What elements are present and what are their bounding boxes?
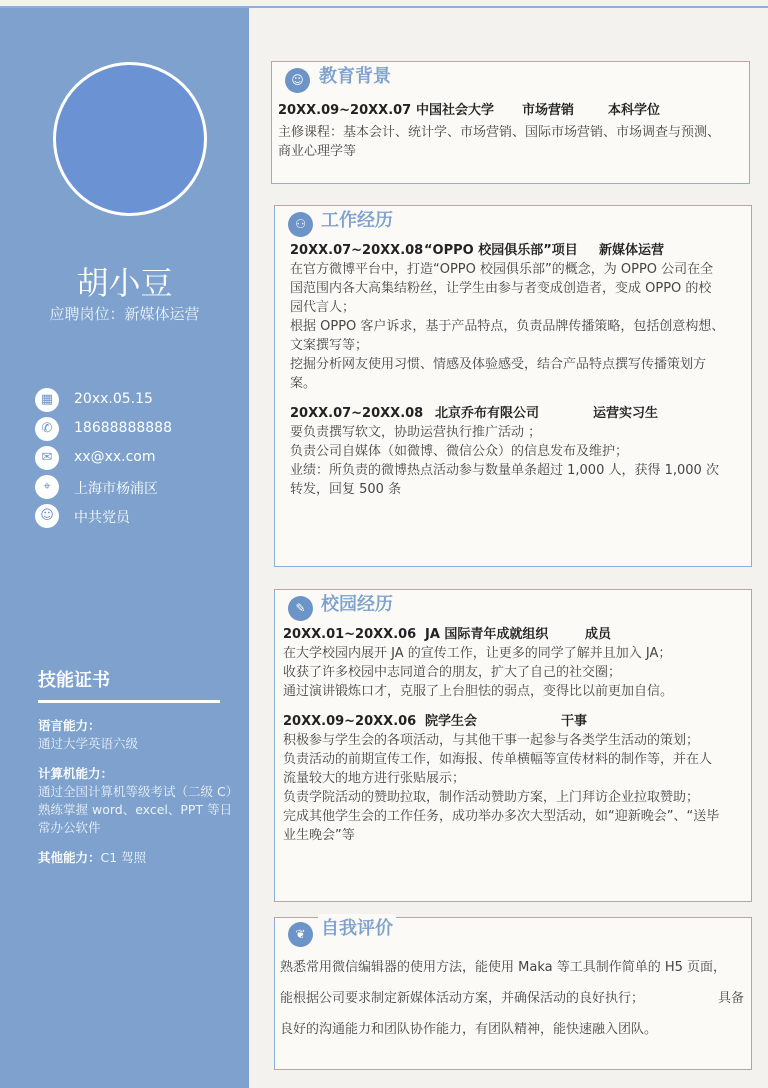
language-text: 通过大学英语六级: [38, 736, 139, 751]
skills-list: [38, 717, 243, 867]
education-header: 20XX.09~20XX.07 中国社会大学 市场营销 本科学位: [278, 103, 661, 118]
leaf-icon: ❦: [288, 922, 313, 947]
work-line: 园代言人；: [290, 300, 356, 315]
email-text: xx@xx.com: [74, 449, 156, 465]
work-line: 挖掘分析网友使用习惯、情感及体验感受，结合产品特点撰写传播策划方: [290, 357, 707, 372]
phone-icon: ✆: [35, 417, 59, 441]
team-icon: ⚇: [288, 212, 313, 237]
tag-icon: ✎: [288, 596, 313, 621]
campus-line: 流量较大的地方进行张贴展示；: [283, 771, 466, 786]
contact-list: [35, 388, 245, 533]
contact-political-status: [35, 504, 245, 533]
self-evaluation-content: [280, 958, 746, 1039]
campus-line: 收获了许多校园中志同道合的朋友，扩大了自己的社交圈；: [283, 665, 622, 680]
contact-email: [35, 446, 245, 475]
self-line: 良好的沟通能力和团队协作能力，有团队精神，能快速融入团队。: [280, 1022, 658, 1037]
self-line: 能根据公司要求制定新媒体活动方案，并确保活动的良好执行； 具备: [280, 991, 745, 1006]
location-text: 上海市杨浦区: [74, 481, 158, 497]
other-skill: [38, 849, 243, 867]
campus-line: 业生晚会”等: [283, 828, 355, 843]
person-icon: ☺: [35, 504, 59, 528]
phone-text: 18688888888: [74, 420, 172, 436]
education-content: [278, 101, 744, 161]
self-evaluation-title: 自我评价: [318, 914, 396, 940]
self-line: 熟悉常用微信编辑器的使用方法，能使用 Maka 等工具制作简单的 H5 页面，: [280, 960, 727, 975]
work-line: 国范围内各大高集结粉丝，让学生由参与者变成创造者，变成 OPPO 的校: [290, 281, 712, 296]
computer-label: 计算机能力：: [38, 766, 114, 781]
candidate-name: 胡小豆: [76, 264, 173, 302]
computer-line: 常办公软件: [38, 820, 101, 835]
work-line: 业绩：所负责的微博热点活动参与数量单条超过 1,000 人，获得 1,000 次: [290, 463, 719, 478]
campus-line: 完成其他学生会的工作任务，成功举办多次大型活动，如“迎新晚会”、“送毕: [283, 809, 720, 824]
education-line: 商业心理学等: [278, 144, 357, 159]
work-entry-header: 20XX.07~20XX.08 北京乔布有限公司 运营实习生: [290, 406, 659, 421]
contact-phone: [35, 417, 245, 446]
computer-line: 通过全国计算机等级考试（二级 C）: [38, 784, 239, 799]
campus-entry-header: 20XX.09~20XX.06 院学生会 干事: [283, 714, 588, 729]
skills-divider: [38, 700, 220, 703]
work-line: 要负责撰写软文，协助运营执行推广活动 ；: [290, 425, 542, 440]
computer-line: 熟练掌握 word、excel、PPT 等日: [38, 802, 233, 817]
education-icon: ☺: [285, 68, 310, 93]
education-title: 教育背景: [316, 62, 394, 88]
campus-content: [283, 625, 745, 845]
campus-entry-header: 20XX.01~20XX.06 JA 国际青年成就组织 成员: [283, 627, 612, 642]
birthdate-text: 20xx.05.15: [74, 391, 153, 407]
campus-title: 校园经历: [318, 590, 396, 616]
campus-line: 负责活动的前期宣传工作，如海报、传单横幅等宣传材料的制作等，并在人: [283, 752, 713, 767]
sidebar: [0, 8, 249, 1088]
political-status-text: 中共党员: [74, 510, 130, 526]
contact-birthdate: [35, 388, 245, 417]
mail-icon: ✉: [35, 446, 59, 470]
work-line: 文案撰写等；: [290, 338, 369, 353]
campus-line: 在大学校园内展开 JA 的宣传工作，让更多的同学了解并且加入 JA；: [283, 646, 672, 661]
work-entry-header: 20XX.07~20XX.08“OPPO 校园俱乐部”项目 新媒体运营: [290, 243, 665, 258]
location-icon: ⌖: [35, 475, 59, 499]
applied-position: 应聘岗位：新媒体运营: [49, 305, 200, 323]
profile-photo-placeholder: [53, 62, 207, 216]
work-line: 在官方微博平台中，打造“OPPO 校园俱乐部”的概念，为 OPPO 公司在全: [290, 262, 714, 277]
work-title: 工作经历: [318, 206, 396, 232]
work-line: 负责公司自媒体（如微博、微信公众）的信息发布及维护；: [290, 444, 629, 459]
campus-line: 负责学院活动的赞助拉取，制作活动赞助方案，上门拜访企业拉取赞助；: [283, 790, 700, 805]
other-label: 其他能力：: [38, 850, 101, 865]
skills-title: 技能证书: [38, 670, 110, 691]
work-content: [290, 241, 746, 499]
language-label: 语言能力：: [38, 718, 101, 733]
work-line: 案。: [290, 376, 317, 391]
campus-line: 积极参与学生会的各项活动，与其他干事一起参与各类学生活动的策划；: [283, 733, 700, 748]
contact-location: [35, 475, 245, 504]
work-line: 转发，回复 500 条: [290, 482, 402, 497]
work-line: 根据 OPPO 客户诉求，基于产品特点，负责品牌传播策略，包括创意构想、: [290, 319, 725, 334]
calendar-icon: ▦: [35, 388, 59, 412]
campus-line: 通过演讲锻炼口才，克服了上台胆怯的弱点，变得比以前更加自信。: [283, 684, 674, 699]
other-text: C1 驾照: [100, 850, 147, 865]
education-line: 主修课程：基本会计、统计学、市场营销、国际市场营销、市场调查与预测、: [278, 125, 721, 140]
